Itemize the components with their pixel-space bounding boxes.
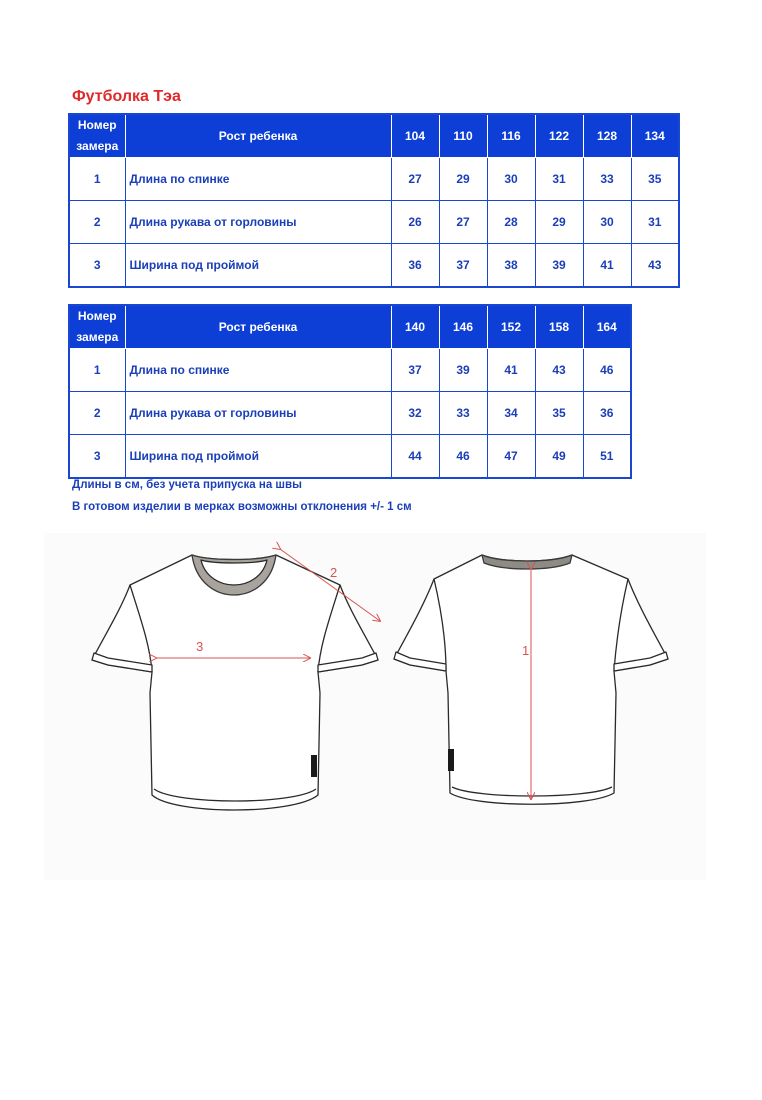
measure-number: 3 <box>69 435 125 478</box>
size-table-1 <box>68 113 680 288</box>
measure-value: 51 <box>583 435 631 478</box>
marker-3-label: 3 <box>196 639 204 654</box>
tshirt-sketch-svg <box>44 533 706 880</box>
height-header: Рост ребенка <box>125 114 391 158</box>
size-header: 146 <box>439 305 487 349</box>
size-header: 134 <box>631 114 679 158</box>
note-units: Длины в см, без учета припуска на швы <box>72 479 302 491</box>
marker-1-label: 1 <box>522 643 530 658</box>
table-header-row <box>69 305 631 349</box>
measure-label: Ширина под проймой <box>125 244 391 287</box>
measure-value: 36 <box>391 244 439 287</box>
tshirt-sketch <box>44 533 706 880</box>
measure-value: 33 <box>439 392 487 435</box>
measure-value: 28 <box>487 201 535 244</box>
measure-value: 31 <box>535 158 583 201</box>
page-title: Футболка Тэа <box>72 88 181 105</box>
measure-value: 44 <box>391 435 439 478</box>
measure-value: 46 <box>583 349 631 392</box>
measure-number: 1 <box>69 349 125 392</box>
size-header: 104 <box>391 114 439 158</box>
measure-value: 46 <box>439 435 487 478</box>
measure-value: 37 <box>439 244 487 287</box>
size-header: 152 <box>487 305 535 349</box>
size-header: 110 <box>439 114 487 158</box>
measure-number: 2 <box>69 201 125 244</box>
measure-value: 30 <box>583 201 631 244</box>
measure-value: 26 <box>391 201 439 244</box>
measure-number-header: Номер замера <box>69 305 125 349</box>
table-header-row <box>69 114 679 158</box>
measure-label: Длина по спинке <box>125 349 391 392</box>
size-header: 140 <box>391 305 439 349</box>
measure-number-header: Номер замера <box>69 114 125 158</box>
measure-value: 31 <box>631 201 679 244</box>
table-row <box>69 349 631 392</box>
measure-value: 43 <box>535 349 583 392</box>
height-header: Рост ребенка <box>125 305 391 349</box>
measure-label: Длина по спинке <box>125 158 391 201</box>
measure-value: 39 <box>439 349 487 392</box>
tshirt-front <box>92 555 378 810</box>
table-row <box>69 244 679 287</box>
measure-value: 32 <box>391 392 439 435</box>
size-header: 116 <box>487 114 535 158</box>
marker-2-label: 2 <box>330 565 338 580</box>
measure-value: 35 <box>535 392 583 435</box>
measure-value: 38 <box>487 244 535 287</box>
measure-value: 34 <box>487 392 535 435</box>
measure-number: 3 <box>69 244 125 287</box>
measure-label: Длина рукава от горловины <box>125 201 391 244</box>
size-header: 158 <box>535 305 583 349</box>
measure-value: 39 <box>535 244 583 287</box>
measure-value: 33 <box>583 158 631 201</box>
measure-value: 29 <box>439 158 487 201</box>
table-row <box>69 158 679 201</box>
table-row <box>69 392 631 435</box>
size-header: 122 <box>535 114 583 158</box>
measure-value: 37 <box>391 349 439 392</box>
measure-value: 29 <box>535 201 583 244</box>
measure-value: 27 <box>391 158 439 201</box>
measure-value: 49 <box>535 435 583 478</box>
note-tolerance: В готовом изделии в мерках возможны отклонения +/- 1 см <box>72 501 412 513</box>
measure-value: 27 <box>439 201 487 244</box>
measure-value: 47 <box>487 435 535 478</box>
measure-value: 30 <box>487 158 535 201</box>
size-header: 164 <box>583 305 631 349</box>
measure-value: 41 <box>583 244 631 287</box>
measure-label: Длина рукава от горловины <box>125 392 391 435</box>
measure-value: 41 <box>487 349 535 392</box>
measure-value: 43 <box>631 244 679 287</box>
measure-number: 1 <box>69 158 125 201</box>
table-row <box>69 201 679 244</box>
table-row <box>69 435 631 478</box>
size-header: 128 <box>583 114 631 158</box>
measure-number: 2 <box>69 392 125 435</box>
size-table-2 <box>68 304 632 479</box>
measure-value: 36 <box>583 392 631 435</box>
measure-value: 35 <box>631 158 679 201</box>
measure-label: Ширина под проймой <box>125 435 391 478</box>
